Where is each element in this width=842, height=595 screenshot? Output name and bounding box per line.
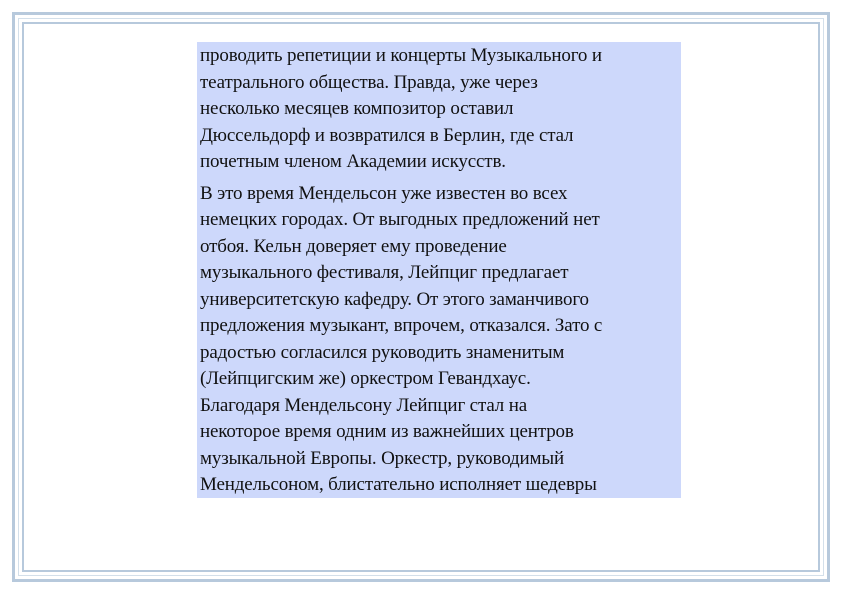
text-line: Мендельсоном, блистательно исполняет шедевры <box>200 474 597 495</box>
text-line: Дюссельдорф и возвратился в Берлин, где стал <box>200 124 574 146</box>
text-line: несколько месяцев композитор оставил <box>200 98 514 119</box>
text-line: музыкального фестиваля, Лейпциг предлагает <box>200 262 569 283</box>
text-block <box>197 42 681 498</box>
text-line: предложения музыкант, впрочем, отказался. Зато с <box>200 315 603 336</box>
paragraph-1 <box>200 43 681 176</box>
text-line: университетскую кафедру. От этого заманчивого <box>200 288 589 310</box>
text-line: (Лейпцигским же) оркестром Гевандхаус. <box>200 368 531 389</box>
paragraph-2 <box>200 181 681 499</box>
text-line: театрального общества. Правда, уже через <box>200 71 538 93</box>
text-line: отбоя. Кельн доверяет ему проведение <box>200 235 507 257</box>
text-line: радостью согласился руководить знаменитым <box>200 341 565 363</box>
text-line: музыкальной Европы. Оркестр, руководимый <box>200 447 565 469</box>
text-line: проводить репетиции и концерты Музыкального и <box>200 45 602 66</box>
text-line: некоторое время одним из важнейших центров <box>200 421 574 442</box>
text-line: Благодаря Мендельсону Лейпциг стал на <box>200 394 528 416</box>
text-line: немецких городах. От выгодных предложений нет <box>200 209 600 230</box>
text-line: почетным членом Академии искусств. <box>200 151 506 172</box>
text-line: В это время Мендельсон уже известен во всех <box>200 182 568 204</box>
